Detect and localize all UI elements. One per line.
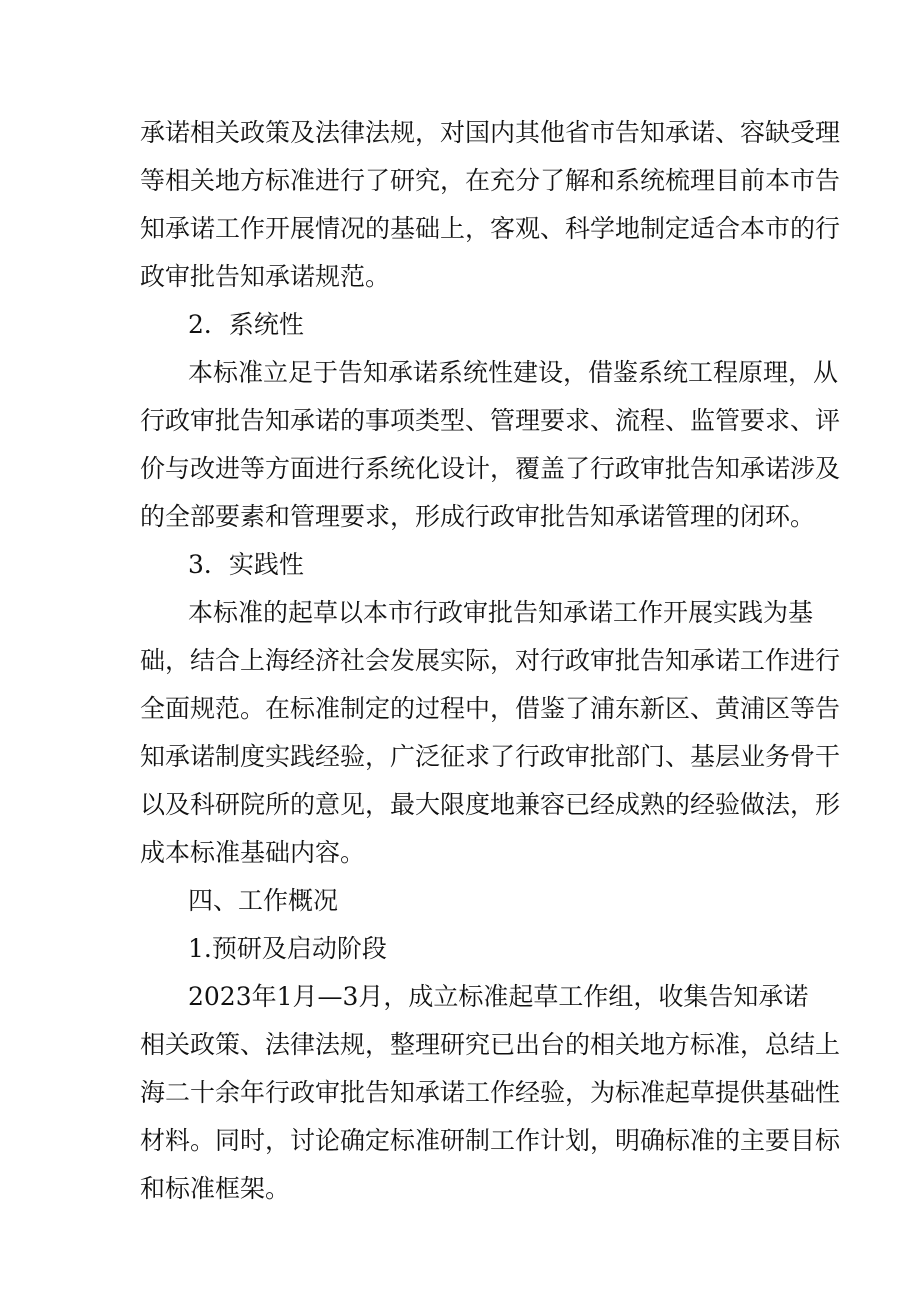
chapter-heading: 四、工作概况 bbox=[188, 886, 339, 915]
paragraph-line: 础，结合上海经济社会发展实际，对行政审批告知承诺工作进行 bbox=[140, 646, 841, 675]
paragraph-line: 等相关地方标准进行了研究，在充分了解和系统梳理目前本市告 bbox=[140, 166, 841, 195]
paragraph-line: 的全部要素和管理要求，形成行政审批告知承诺管理的闭环。 bbox=[140, 502, 816, 531]
subsection-heading: 1.预研及启动阶段 bbox=[188, 934, 387, 963]
paragraph-line: 和标准框架。 bbox=[140, 1174, 291, 1203]
paragraph-line: 知承诺制度实践经验，广泛征求了行政审批部门、基层业务骨干 bbox=[140, 742, 841, 771]
paragraph-line: 材料。同时，讨论确定标准研制工作计划，明确标准的主要目标 bbox=[140, 1126, 841, 1155]
paragraph-line: 2023年1月—3月，成立标准起草工作组，收集告知承诺 bbox=[188, 982, 809, 1011]
paragraph-line: 政审批告知承诺规范。 bbox=[140, 262, 391, 291]
paragraph-line: 行政审批告知承诺的事项类型、管理要求、流程、监管要求、评 bbox=[140, 406, 841, 435]
paragraph-line: 知承诺工作开展情况的基础上，客观、科学地制定适合本市的行 bbox=[140, 214, 841, 243]
section-heading: 3．实践性 bbox=[188, 550, 304, 579]
paragraph-line: 以及科研院所的意见，最大限度地兼容已经成熟的经验做法，形 bbox=[140, 790, 841, 819]
paragraph-line: 本标准立足于告知承诺系统性建设，借鉴系统工程原理，从 bbox=[188, 358, 839, 387]
paragraph-line: 价与改进等方面进行系统化设计，覆盖了行政审批告知承诺涉及 bbox=[140, 454, 841, 483]
paragraph-line: 相关政策、法律法规，整理研究已出台的相关地方标准，总结上 bbox=[140, 1030, 841, 1059]
paragraph-line: 本标准的起草以本市行政审批告知承诺工作开展实践为基 bbox=[188, 598, 814, 627]
paragraph-line: 全面规范。在标准制定的过程中，借鉴了浦东新区、黄浦区等告 bbox=[140, 694, 841, 723]
section-heading: 2．系统性 bbox=[188, 310, 304, 339]
paragraph-line: 承诺相关政策及法律法规，对国内其他省市告知承诺、容缺受理 bbox=[140, 118, 841, 147]
paragraph-line: 成本标准基础内容。 bbox=[140, 838, 366, 867]
paragraph-line: 海二十余年行政审批告知承诺工作经验，为标准起草提供基础性 bbox=[140, 1078, 841, 1107]
